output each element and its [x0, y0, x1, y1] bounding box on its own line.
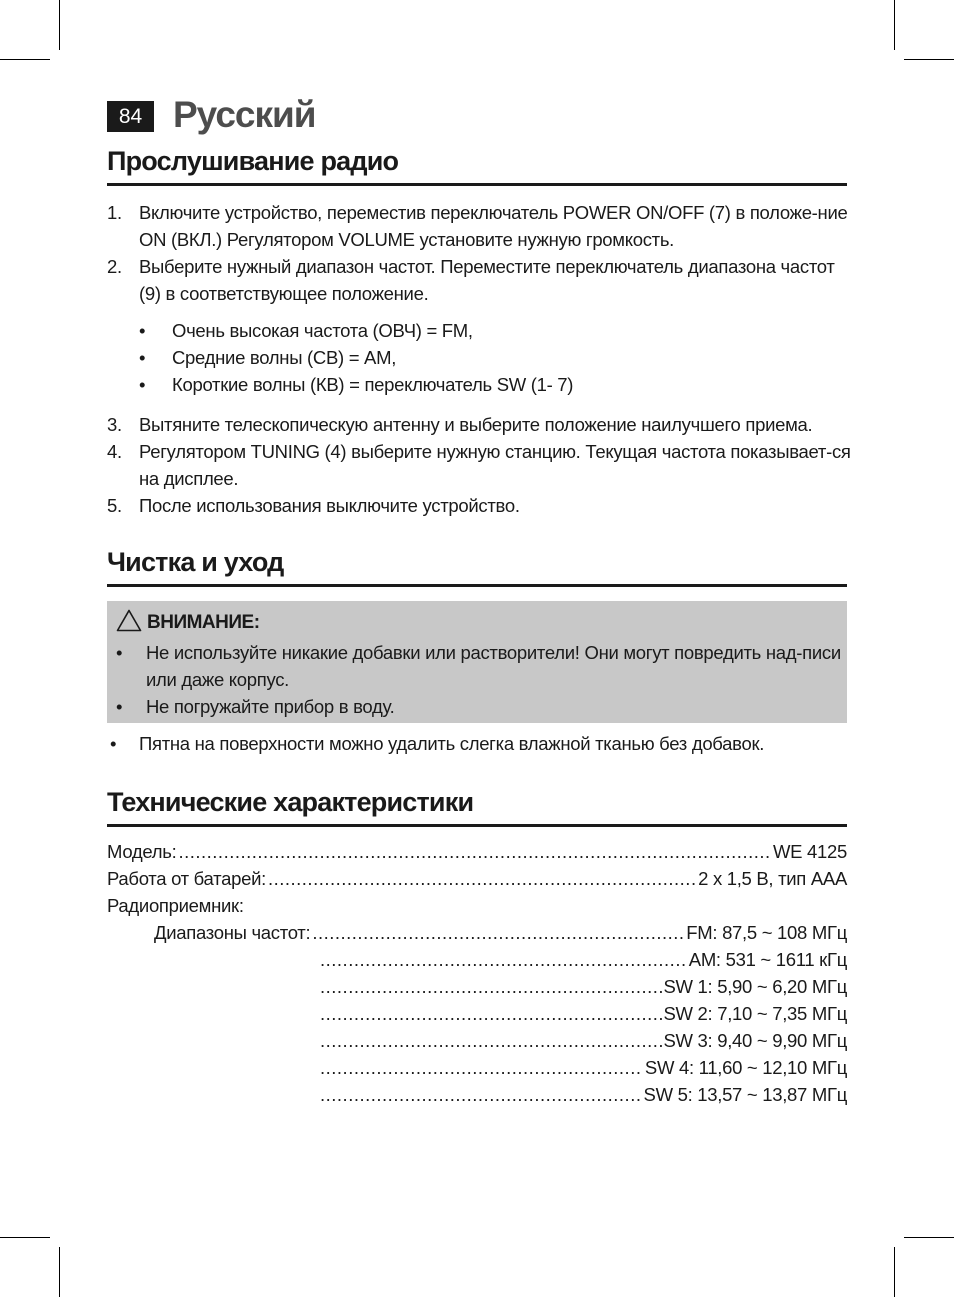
crop-mark: [904, 1237, 954, 1238]
crop-mark: [59, 1247, 60, 1297]
step-text: Вытяните телескопическую антенну и выберите положение наилучшего приема.: [139, 414, 813, 435]
leader-dots: [320, 1027, 662, 1054]
crop-mark: [894, 1247, 895, 1297]
leader-dots: [320, 1054, 643, 1081]
spec-label: Диапазоны частот:: [154, 922, 311, 943]
crop-mark: [894, 0, 895, 50]
warning-text: Не используйте никакие добавки или растворители! Они могут повредить над-писи или даже корпус.: [146, 642, 841, 690]
step-item: [107, 492, 852, 519]
band-text: Короткие волны (КВ) = переключатель SW (1- 7): [172, 374, 574, 395]
spec-row-range: [318, 946, 847, 973]
spec-row-range: [318, 1000, 847, 1027]
spec-row-range: [318, 1054, 847, 1081]
care-note-list: [107, 730, 847, 757]
care-note-item: [107, 730, 847, 757]
step-number: 2.: [107, 256, 122, 277]
warning-triangle-icon: [116, 609, 142, 632]
spec-label: Модель:: [107, 841, 177, 862]
specs-section-title: Технические характеристики: [107, 786, 847, 827]
leader-dots: [268, 865, 696, 892]
spec-value: SW 5: 13,57 ~ 13,87 МГц: [643, 1084, 847, 1105]
leader-dots: [312, 919, 684, 946]
spec-value: SW 4: 11,60 ~ 12,10 МГц: [644, 1057, 847, 1078]
bullet-icon: •: [139, 374, 146, 395]
leader-dots: [320, 973, 662, 1000]
warning-heading: [116, 609, 260, 635]
crop-mark: [0, 59, 50, 60]
bullet-icon: •: [110, 733, 117, 754]
step-text: Включите устройство, переместив переключатель POWER ON/OFF (7) в положе-ние ON (ВКЛ.) Регулятором VOLUME установите нужную громкость.: [139, 202, 848, 250]
band-item: [139, 371, 839, 398]
band-text: Средние волны (СВ) = AM,: [172, 347, 397, 368]
spec-value: SW 2: 7,10 ~ 7,35 МГц: [663, 1003, 847, 1024]
bullet-icon: •: [139, 320, 146, 341]
band-text: Очень высокая частота (ОВЧ) = FM,: [172, 320, 473, 341]
step-number: 4.: [107, 441, 122, 462]
warning-item: [116, 639, 841, 693]
bullet-icon: •: [116, 696, 123, 717]
warning-list: [116, 639, 841, 720]
warning-box: [107, 601, 847, 723]
care-section-title: Чистка и уход: [107, 546, 847, 587]
step-text: Регулятором TUNING (4) выберите нужную станцию. Текущая частота показывает-ся на дисплее.: [139, 441, 851, 489]
crop-mark: [0, 1237, 50, 1238]
leader-dots: [178, 838, 771, 865]
spec-value: AM: 531 ~ 1611 кГц: [688, 949, 847, 970]
spec-row-range: [318, 1081, 847, 1108]
step-text: После использования выключите устройство.: [139, 495, 520, 516]
radio-steps-list-continued: [107, 411, 852, 519]
leader-dots: [320, 1081, 642, 1108]
spec-row-battery: [107, 865, 847, 892]
spec-value: 2 x 1,5 В, тип AAA: [698, 868, 847, 889]
spec-label: Радиоприемник:: [107, 895, 244, 916]
spec-row-radio: [107, 892, 847, 919]
bullet-icon: •: [116, 642, 123, 663]
crop-mark: [904, 59, 954, 60]
bullet-icon: •: [139, 347, 146, 368]
spec-value: SW 3: 9,40 ~ 9,90 МГц: [663, 1030, 847, 1051]
warning-text: Не погружайте прибор в воду.: [146, 696, 395, 717]
spec-value: WE 4125: [773, 841, 847, 862]
spec-row-model: [107, 838, 847, 865]
spec-value: FM: 87,5 ~ 108 МГц: [686, 922, 847, 943]
step-number: 5.: [107, 495, 122, 516]
spec-label: Работа от батарей:: [107, 868, 266, 889]
band-item: [139, 344, 839, 371]
spec-row-range: [154, 919, 847, 946]
spec-value: SW 1: 5,90 ~ 6,20 МГц: [663, 976, 847, 997]
step-item: [107, 438, 852, 492]
radio-steps-list: [107, 199, 852, 307]
spec-row-range: [318, 1027, 847, 1054]
page-number: 84: [107, 101, 154, 132]
band-item: [139, 317, 839, 344]
spec-row-range: [318, 973, 847, 1000]
warning-label: ВНИМАНИЕ:: [147, 612, 260, 633]
leader-dots: [320, 946, 687, 973]
warning-item: [116, 693, 841, 720]
step-text: Выберите нужный диапазон частот. Переместите переключатель диапазона частот (9) в соответствующее положение.: [139, 256, 835, 304]
leader-dots: [320, 1000, 662, 1027]
step-item: [107, 411, 852, 438]
step-item: [107, 253, 852, 307]
step-number: 1.: [107, 202, 122, 223]
step-item: [107, 199, 852, 253]
care-note-text: Пятна на поверхности можно удалить слегка влажной тканью без добавок.: [139, 733, 765, 754]
step-number: 3.: [107, 414, 122, 435]
radio-section-title: Прослушивание радио: [107, 145, 847, 186]
language-title: Русский: [173, 94, 316, 135]
crop-mark: [59, 0, 60, 50]
band-list: [139, 317, 839, 398]
